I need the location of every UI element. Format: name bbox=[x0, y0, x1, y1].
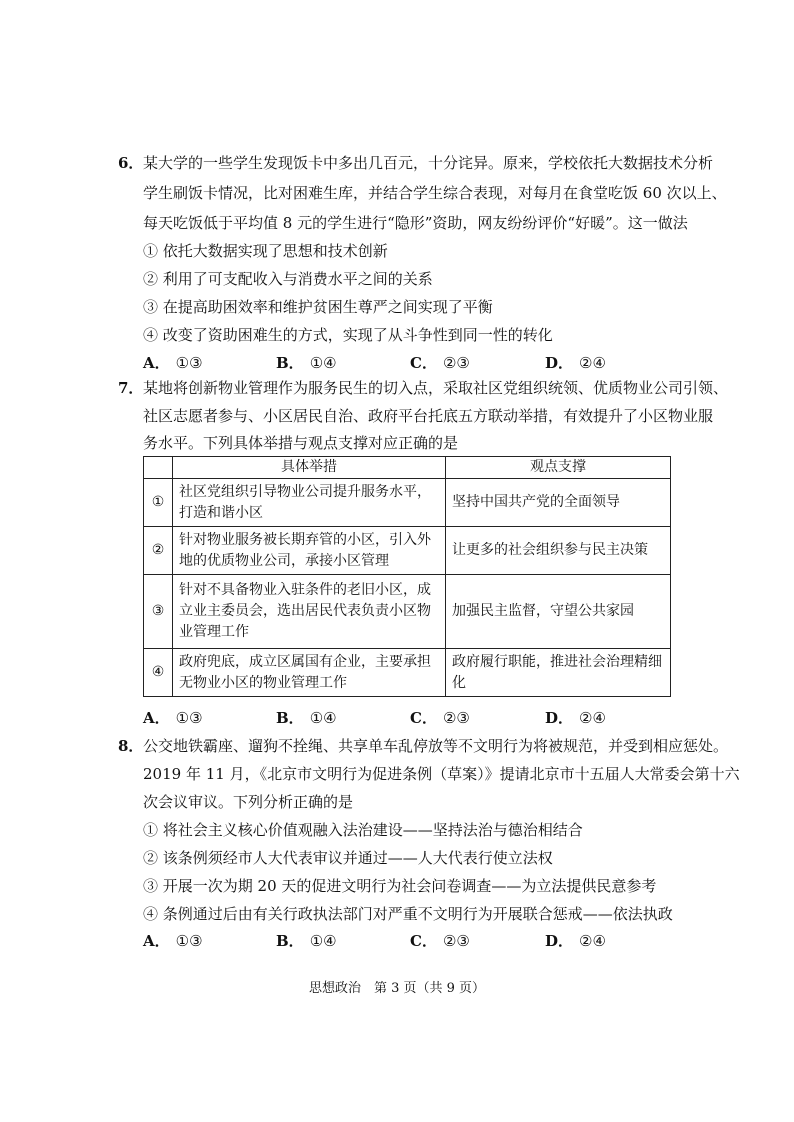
row-number: ② bbox=[144, 527, 173, 575]
question-stem-line: 务水平。下列具体举措与观点支撑对应正确的是 bbox=[143, 434, 459, 452]
option-d: D． ②④ bbox=[545, 354, 606, 372]
measure-cell: 针对物业服务被长期弃管的小区，引入外地的优质物业公司，承接小区管理 bbox=[173, 527, 446, 575]
page-footer: 思想政治 第 3 页（共 9 页） bbox=[308, 981, 486, 996]
statement: ① 依托大数据实现了思想和技术创新 bbox=[143, 242, 388, 260]
question-stem-line: 学生刷饭卡情况，比对困难生库，并结合学生综合表现，对每月在食堂吃饭 60 次以上、 bbox=[143, 184, 727, 202]
table-header-row bbox=[144, 457, 671, 479]
statement: ② 该条例须经市人大代表审议并通过——人大代表行使立法权 bbox=[143, 849, 553, 867]
question-stem-line: 公交地铁霸座、遛狗不拴绳、共享单车乱停放等不文明行为将被规范，并受到相应惩处。 bbox=[143, 737, 729, 755]
row-number: ④ bbox=[144, 649, 173, 697]
option-a: A． ①③ bbox=[143, 354, 203, 372]
table-row bbox=[144, 575, 671, 649]
view-cell: 加强民主监督，守望公共家园 bbox=[446, 575, 671, 649]
statement: ④ 条例通过后由有关行政执法部门对严重不文明行为开展联合惩戒——依法执政 bbox=[143, 905, 673, 923]
question-number: 6． bbox=[118, 154, 144, 172]
measure-cell: 针对不具备物业入驻条件的老旧小区，成立业主委员会，选出居民代表负责小区物业管理工作 bbox=[173, 575, 446, 649]
view-cell: 政府履行职能，推进社会治理精细化 bbox=[446, 649, 671, 697]
question-stem-line: 某大学的一些学生发现饭卡中多出几百元，十分诧异。原来，学校依托大数据技术分析 bbox=[143, 154, 714, 172]
option-d: D． ②④ bbox=[545, 932, 606, 950]
option-d: D． ②④ bbox=[545, 709, 606, 727]
statement: ③ 开展一次为期 20 天的促进文明行为社会问卷调查——为立法提供民意参考 bbox=[143, 877, 657, 895]
measure-cell: 社区党组织引导物业公司提升服务水平，打造和谐小区 bbox=[173, 479, 446, 527]
row-number: ① bbox=[144, 479, 173, 527]
option-c: C． ②③ bbox=[410, 709, 470, 727]
option-b: B． ①④ bbox=[276, 932, 337, 950]
question-stem-line: 2019 年 11 月，《北京市文明行为促进条例（草案）》提请北京市十五届人大常委会第十六 bbox=[143, 765, 740, 783]
statement: ③ 在提高助困效率和维护贫困生尊严之间实现了平衡 bbox=[143, 298, 493, 316]
option-b: B． ①④ bbox=[276, 354, 337, 372]
view-cell: 坚持中国共产党的全面领导 bbox=[446, 479, 671, 527]
question-stem-line: 每天吃饭低于平均值 8 元的学生进行“隐形”资助，网友纷纷评价“好暖”。这一做法 bbox=[143, 214, 688, 232]
row-number: ③ bbox=[144, 575, 173, 649]
option-c: C． ②③ bbox=[410, 932, 470, 950]
option-a: A． ①③ bbox=[143, 709, 203, 727]
statement: ② 利用了可支配收入与消费水平之间的关系 bbox=[143, 270, 433, 288]
question-number: 8． bbox=[118, 737, 144, 755]
table-row bbox=[144, 649, 671, 697]
measures-table bbox=[143, 456, 671, 697]
view-cell: 让更多的社会组织参与民主决策 bbox=[446, 527, 671, 575]
statement: ① 将社会主义核心价值观融入法治建设——坚持法治与德治相结合 bbox=[143, 821, 583, 839]
option-a: A． ①③ bbox=[143, 932, 203, 950]
measure-cell: 政府兜底，成立区属国有企业，主要承担无物业小区的物业管理工作 bbox=[173, 649, 446, 697]
question-stem-line: 某地将创新物业管理作为服务民生的切入点，采取社区党组织统领、优质物业公司引领、 bbox=[143, 379, 729, 397]
question-stem-line: 社区志愿者参与、小区居民自治、政府平台托底五方联动举措，有效提升了小区物业服 bbox=[143, 407, 714, 425]
question-stem-line: 次会议审议。下列分析正确的是 bbox=[143, 793, 354, 811]
table-header: 观点支撑 bbox=[446, 457, 671, 479]
question-number: 7． bbox=[118, 379, 144, 397]
option-c: C． ②③ bbox=[410, 354, 470, 372]
table-header bbox=[144, 457, 173, 479]
option-b: B． ①④ bbox=[276, 709, 337, 727]
table-row bbox=[144, 479, 671, 527]
statement: ④ 改变了资助困难生的方式，实现了从斗争性到同一性的转化 bbox=[143, 326, 553, 344]
table-row bbox=[144, 527, 671, 575]
table-header: 具体举措 bbox=[173, 457, 446, 479]
